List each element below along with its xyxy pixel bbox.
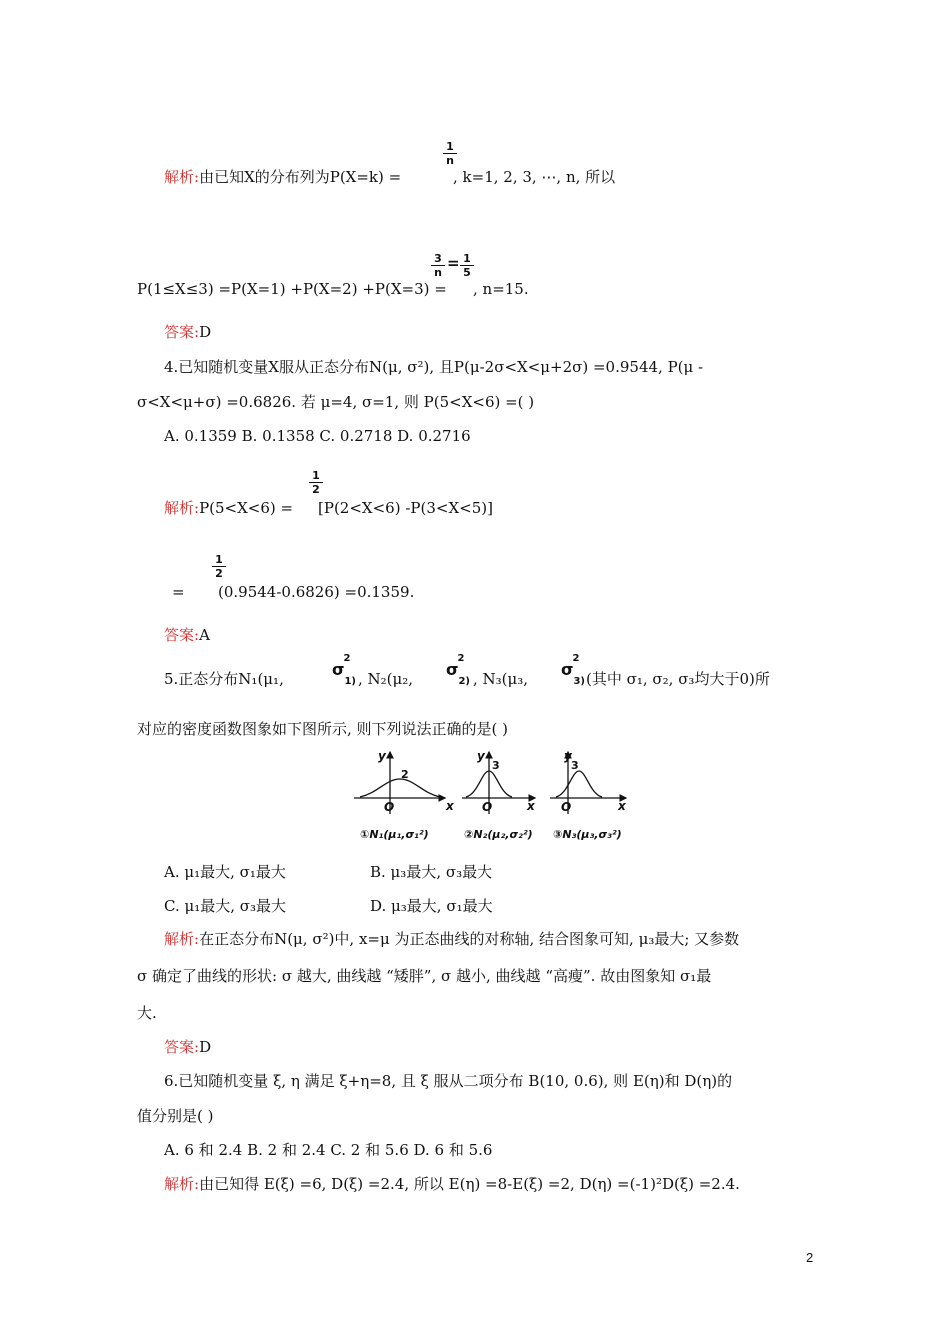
fraction-denominator: n — [434, 266, 442, 279]
fraction-1-over-2 — [309, 470, 323, 495]
q6-line1: 6.已知随机变量 ξ, η 满足 ξ+η=8, 且 ξ 服从二项分布 B(10, 0.6), 则 E(η)和 D(η)的 — [164, 1072, 733, 1090]
equals-sign: = — [447, 254, 460, 272]
q5-line1-d: (其中 σ₁, σ₂, σ₃均大于0)所 — [586, 670, 770, 688]
x-axis-label-2: x — [527, 799, 535, 813]
answer-label: 答案: — [164, 626, 200, 644]
q3-answer — [164, 322, 211, 342]
q5-option-d: D. μ₃最大, σ₁最大 — [370, 897, 493, 915]
q6-line2: 值分别是( ) — [137, 1107, 214, 1125]
answer-label: 答案: — [164, 1038, 200, 1056]
q4-analysis-line1-tail: [P(2<X<6) -P(3<X<5)] — [318, 499, 493, 517]
peak-label-3: 3 — [571, 759, 579, 772]
fraction-numerator: 1 — [312, 469, 320, 482]
sigma-squared-3: $\sigma^2_{3)}$ — [561, 652, 585, 688]
q5-analysis-line3: 大. — [137, 1004, 157, 1022]
page-number: 2 — [806, 1250, 814, 1265]
graph-caption-2: ②N₂(μ₂,σ₂²) — [464, 828, 533, 841]
sigma-squared-1: $\sigma^2_{1)}$ — [332, 652, 356, 688]
analysis-label: 解析: — [164, 168, 200, 186]
x-axis-label-3: x — [618, 799, 626, 813]
analysis-text: 由已知X的分布列为P(X=k) = — [199, 168, 402, 186]
y-axis-label-3: y — [564, 749, 572, 763]
fraction-numerator: 1 — [215, 553, 223, 566]
peak-label-2: 3 — [492, 759, 500, 772]
fraction-denominator: 5 — [463, 266, 471, 279]
analysis-text: 在正态分布N(μ, σ²)中, x=μ 为正态曲线的对称轴, 结合图象可知, μ₃最大; 又参数 — [199, 930, 740, 948]
answer-value: D — [199, 323, 212, 341]
analysis-text: 由已知得 E(ξ) =6, D(ξ) =2.4, 所以 E(η) =8-E(ξ) =2, D(η) =(-1)²D(ξ) =2.4. — [199, 1175, 740, 1193]
normal-density-graphs — [350, 748, 640, 848]
origin-label-1: O — [384, 800, 395, 814]
q5-line2: 对应的密度函数图象如下图所示, 则下列说法正确的是( ) — [137, 720, 509, 738]
q4-analysis-line1 — [164, 498, 293, 518]
graph-caption-3: ③N₃(μ₃,σ₃²) — [553, 828, 622, 841]
answer-value: D — [199, 1038, 212, 1056]
graphs-svg — [350, 748, 640, 848]
sigma-index: 2) — [458, 676, 470, 688]
analysis-text: P(5<X<6) = — [199, 499, 294, 517]
fraction-3-over-n — [431, 253, 445, 278]
q5-option-c: C. μ₁最大, σ₃最大 — [164, 897, 287, 915]
q6-options: A. 6 和 2.4 B. 2 和 2.4 C. 2 和 5.6 D. 6 和 5.6 — [164, 1141, 493, 1159]
q3-analysis-line2: P(1≤X≤3) =P(X=1) +P(X=2) +P(X=3) = — [137, 280, 447, 298]
q6-analysis-line1 — [164, 1174, 740, 1194]
sigma-exponent: 2 — [457, 652, 465, 664]
x-axis-label-1: x — [446, 799, 454, 813]
q5-line1-b: , N₂(μ₂, — [358, 670, 414, 688]
fraction-numerator: 1 — [446, 140, 454, 153]
peak-label-1: 2 — [401, 768, 409, 781]
fraction-numerator: 3 — [434, 252, 442, 265]
analysis-label: 解析: — [164, 499, 200, 517]
fraction-1-over-5 — [460, 253, 474, 278]
y-axis-label-1: y — [378, 749, 386, 763]
q5-analysis-line2: σ 确定了曲线的形状: σ 越大, 曲线越 “矮胖”, σ 越小, 曲线越 “高瘦”. 故由图象知 σ₁最 — [137, 967, 712, 985]
fraction-denominator: 2 — [215, 567, 223, 580]
sigma-index: 3) — [573, 676, 585, 688]
q4-line2: σ<X<μ+σ) =0.6826. 若 μ=4, σ=1, 则 P(5<X<6) =( ) — [137, 393, 535, 411]
q5-option-a: A. μ₁最大, σ₁最大 — [164, 863, 286, 881]
fraction-1-over-n — [443, 141, 457, 166]
answer-label: 答案: — [164, 323, 200, 341]
sigma-index: 1) — [344, 676, 356, 688]
analysis-label: 解析: — [164, 930, 200, 948]
sigma-exponent: 2 — [572, 652, 580, 664]
fraction-numerator: 1 — [463, 252, 471, 265]
sigma-squared-2: $\sigma^2_{2)}$ — [446, 652, 470, 688]
q4-options: A. 0.1359 B. 0.1358 C. 0.2718 D. 0.2716 — [164, 427, 471, 445]
answer-value: A — [199, 626, 210, 644]
q5-line1-a: 5.正态分布N₁(μ₁, — [164, 670, 284, 688]
fraction-1-over-2 — [212, 554, 226, 579]
q4-answer — [164, 625, 210, 645]
q4-line1: 4.已知随机变量X服从正态分布N(μ, σ²), 且P(μ-2σ<X<μ+2σ) =0.9544, P(μ - — [164, 358, 704, 376]
q4-analysis-eq: = — [172, 583, 185, 601]
analysis-label: 解析: — [164, 1175, 200, 1193]
graph-caption-1: ①N₁(μ₁,σ₁²) — [360, 828, 429, 841]
y-axis-label-2: y — [477, 749, 485, 763]
q5-option-b: B. μ₃最大, σ₃最大 — [370, 863, 493, 881]
sigma-exponent: 2 — [343, 652, 351, 664]
fraction-denominator: 2 — [312, 483, 320, 496]
q5-answer — [164, 1037, 211, 1057]
q5-analysis-line1 — [164, 929, 739, 949]
q3-analysis-line2-tail: , n=15. — [473, 280, 529, 298]
q3-analysis-line1-tail: , k=1, 2, 3, ⋯, n, 所以 — [453, 168, 616, 186]
origin-label-2: O — [482, 800, 493, 814]
q4-analysis-line2-tail: (0.9544-0.6826) =0.1359. — [218, 583, 415, 601]
fraction-denominator: n — [446, 154, 454, 167]
q3-analysis-line1 — [164, 167, 401, 187]
graph-1 — [354, 752, 445, 814]
origin-label-3: O — [561, 800, 572, 814]
q5-line1-c: , N₃(μ₃, — [473, 670, 529, 688]
